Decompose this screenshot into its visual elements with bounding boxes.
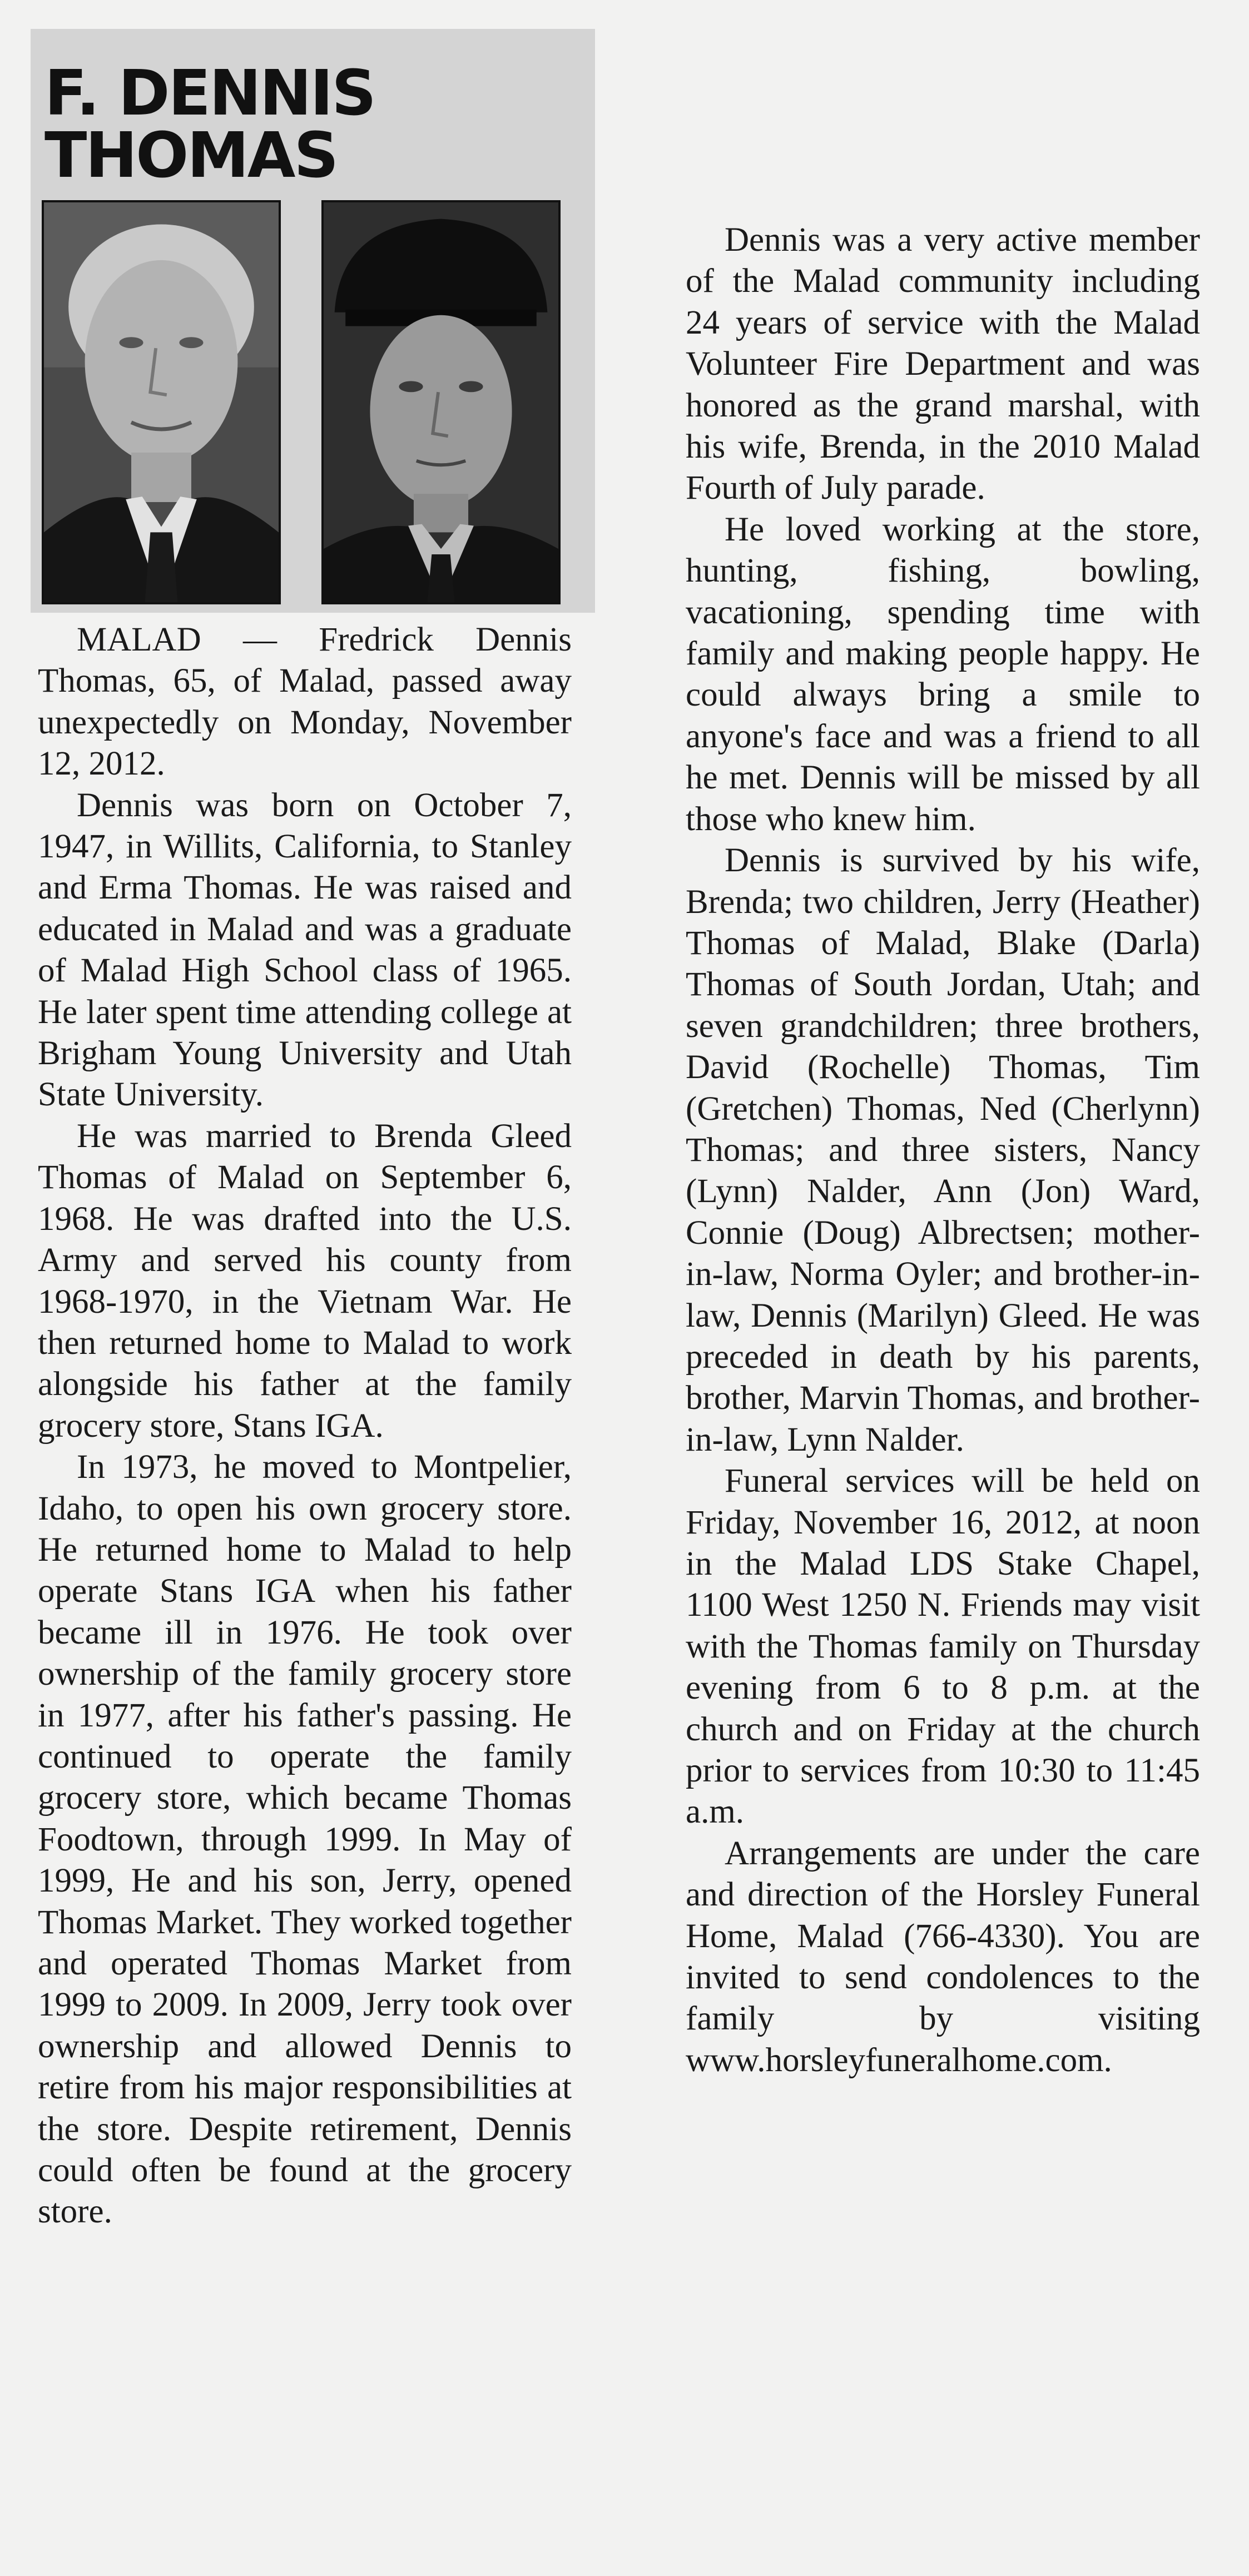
- article-paragraph: Dennis was born on October 7, 1947, in Willits, California, to Stanley and Erma Thomas. He was raised and educated in Malad and was a graduate of Malad High School class of 1965. He later spent time attending college at Brigham Young University and Utah State University.: [38, 786, 572, 1114]
- article-paragraph: Funeral services will be held on Friday, November 16, 2012, at noon in the Malad LDS Stake Chapel, 1100 West 1250 N. Friends may visit with the Thomas family on Thursday evening from 6 to 8 p.m. at the church and on Friday at the church prior to services from 10:30 to 11:45 a.m.: [686, 1462, 1200, 1831]
- headline-line-1: F. DENNIS: [44, 57, 375, 130]
- article-paragraph: Dennis was a very active member of the Malad community including 24 years of service with the Malad Volunteer Fire Department and was honored as the grand marshal, with his wife, Brenda, in the 2010 Malad Fourth of July parade.: [686, 221, 1200, 507]
- headline-line-2: THOMAS: [44, 120, 338, 192]
- article-right-column: [686, 220, 1200, 2081]
- portrait-photo-young: [321, 200, 561, 604]
- article-paragraph: In 1973, he moved to Montpelier, Idaho, to open his own grocery store. He returned home to Malad to help operate Stans IGA when his father became ill in 1976. He took over ownership of the family grocery store in 1977, after his father's passing. He continued to operate the family grocery store, which became Thomas Foodtown, through 1999. In May of 1999, He and his son, Jerry, opened Thomas Market. They worked together and operated Thomas Market from 1999 to 2009. In 2009, Jerry took over ownership and allowed Dennis to retire from his major responsibilities at the store. Despite retirement, Dennis could often be found at the grocery store.: [38, 1448, 572, 2231]
- portrait-photo-older: [42, 200, 281, 604]
- headline: [44, 57, 375, 192]
- article-paragraph: Arrangements are under the care and direction of the Horsley Funeral Home, Malad (766-4330). You are invited to send condolences to the family by visiting www.horsleyfuneralhome.com.: [686, 1834, 1200, 2079]
- article-left-column: [38, 619, 572, 2233]
- article-paragraph: He loved working at the store, hunting, fishing, bowling, vacationing, spending time with family and making people happy. He could always bring a smile to anyone's face and was a friend to all he met. Dennis will be missed by all those who knew him.: [686, 510, 1200, 838]
- portrait-young-man-uniform-icon: [324, 202, 558, 602]
- article-paragraph: He was married to Brenda Gleed Thomas of Malad on September 6, 1968. He was drafted into the U.S. Army and served his county from 1968-1970, in the Vietnam War. He then returned home to Malad to work alongside his father at the family grocery store, Stans IGA.: [38, 1117, 572, 1445]
- article-paragraph: Dennis is survived by his wife, Brenda; two children, Jerry (Heather) Thomas of Malad, Blake (Darla) Thomas of South Jordan, Utah; and seven grandchildren; three brothers, David (Rochelle) Thomas, Tim (Gretchen) Thomas, Ned (Cherlynn) Thomas; and three sisters, Nancy (Lynn) Nalder, Ann (Jon) Ward, Connie (Doug) Albrectsen; mother-in-law, Norma Oyler; and brother-in-law, Dennis (Marilyn) Gleed. He was preceded in death by his parents, brother, Marvin Thomas, and brother-in-law, Lynn Nalder.: [686, 842, 1200, 1458]
- article-paragraph: MALAD — Fredrick Dennis Thomas, 65, of Malad, passed away unexpectedly on Monday, November 12, 2012.: [38, 621, 572, 783]
- portrait-older-man-icon: [44, 202, 279, 602]
